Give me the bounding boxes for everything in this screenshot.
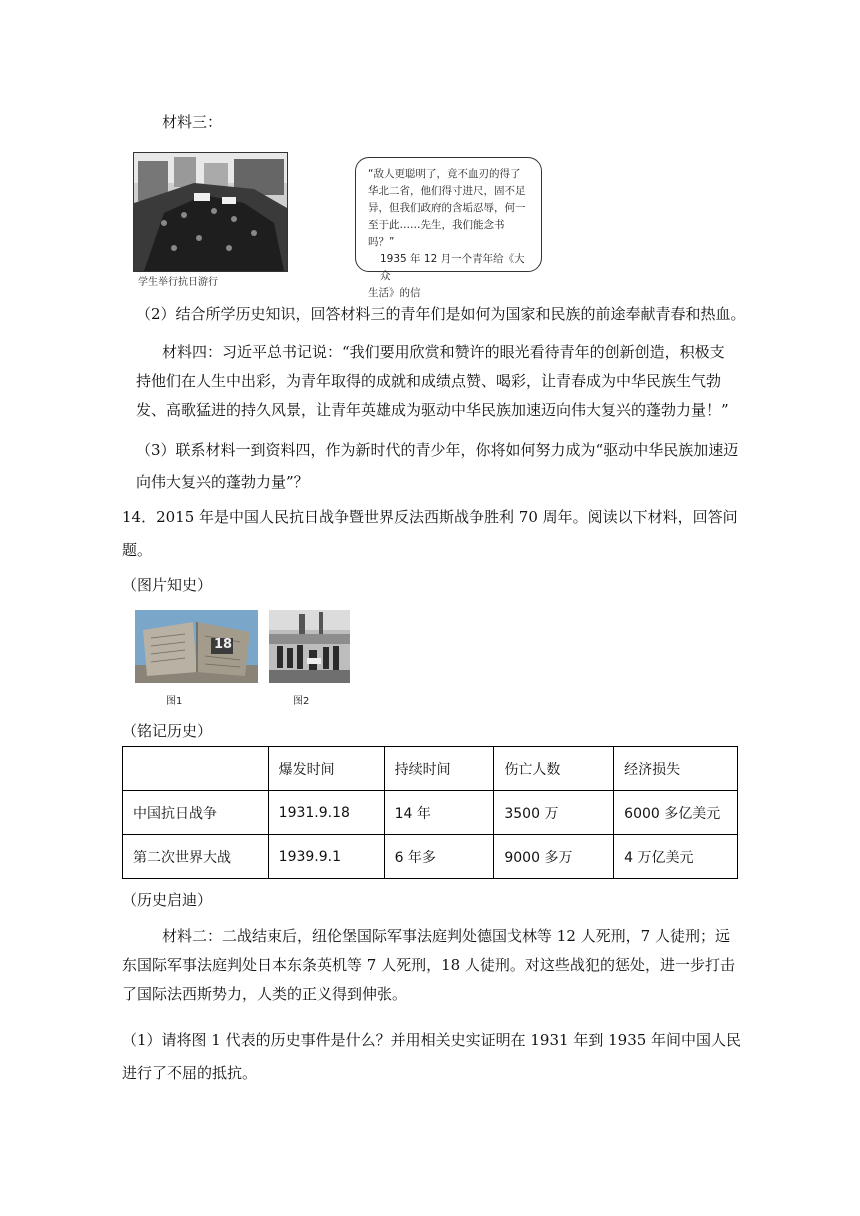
section-records: （铭记历史） <box>122 722 213 740</box>
table-cell: 第二次世界大战 <box>123 835 269 879</box>
table-cell: 6 年多 <box>384 835 494 879</box>
quote-box <box>355 157 542 299</box>
table-row <box>123 791 738 835</box>
question-14-line1: 14．2015 年是中国人民抗日战争暨世界反法西斯战争胜利 70 周年。阅读以下材料，回答问 <box>122 508 738 526</box>
material4-paragraph: 材料四：习近平总书记说：“我们要用欣赏和赞许的眼光看待青年的创新创造，积极支持他们在人生中出彩，为青年取得的成就和成绩点赞、喝彩，让青春成为中华民族生气勃发、高歌猛进的持久风景，让青年英雄成为驱动中华民族加速迈向伟大复兴的蓬勃力量！” <box>136 343 729 419</box>
table-cell: 4 万亿美元 <box>614 835 738 879</box>
figure-1-monument-photo <box>135 610 258 683</box>
table-cell: 3500 万 <box>494 791 614 835</box>
quote-source-line1: 1935 年 12 月一个青年给《大众 <box>380 253 525 282</box>
war-comparison-table <box>122 746 738 879</box>
quote-text: “敌人更聪明了，竟不血刃的得了华北二省，他们得寸进尺，固不足异，但我们政府的含垢忍辱，何一至于此……先生，我们能念书吗？” <box>368 168 526 248</box>
table-header-cell: 持续时间 <box>384 747 494 791</box>
table-cell: 9000 多万 <box>494 835 614 879</box>
table-header-cell: 经济损失 <box>614 747 738 791</box>
table-header-cell: 爆发时间 <box>268 747 384 791</box>
table-header-row <box>123 747 738 791</box>
quote-source-line2: 生活》的信 <box>368 287 421 299</box>
monument-number: 18 <box>214 637 233 652</box>
table-header-cell: 伤亡人数 <box>494 747 614 791</box>
ceremony-illustration <box>269 610 350 683</box>
table-cell: 1931.9.18 <box>268 791 384 835</box>
figure-2-caption: 图2 <box>293 696 310 707</box>
section-pictures: （图片知史） <box>122 576 213 594</box>
table-cell: 中国抗日战争 <box>123 791 269 835</box>
protest-photo-illustration <box>134 153 287 271</box>
figure-1-caption: 图1 <box>166 696 183 707</box>
material2-paragraph: 材料二：二战结束后，纽伦堡国际军事法庭判处德国戈林等 12 人死刑，7 人徒刑；远东国际军事法庭判处日本东条英机等 7 人死刑，18 人徒刑。对这些战犯的惩处，进一步打击了国际法西斯势力，人类的正义得到伸张。 <box>122 927 735 1003</box>
question-3-line1: （3）联系材料一到资料四，作为新时代的青少年，你将如何努力成为“驱动中华民族加速迈 <box>136 441 739 459</box>
question-14-line2: 题。 <box>122 541 153 559</box>
monument-illustration <box>135 610 258 683</box>
table-cell: 1939.9.1 <box>268 835 384 879</box>
table-row <box>123 835 738 879</box>
table-header-cell <box>123 747 269 791</box>
table-cell: 14 年 <box>384 791 494 835</box>
figure-2-ceremony-photo <box>269 610 350 683</box>
table-cell: 6000 多亿美元 <box>614 791 738 835</box>
section-inspiration: （历史启迪） <box>122 891 213 909</box>
question-3-line2: 向伟大复兴的蓬勃力量”？ <box>136 473 309 491</box>
question-2: （2）结合所学历史知识，回答材料三的青年们是如何为国家和民族的前途奉献青春和热血。 <box>136 305 746 323</box>
question-1-line2: 进行了不屈的抵抗。 <box>122 1064 258 1082</box>
question-1-line1: （1）请将图 1 代表的历史事件是什么？并用相关史实证明在 1931 年到 1935 年间中国人民 <box>122 1031 742 1049</box>
material3-label: 材料三： <box>162 113 223 131</box>
protest-photo-caption: 学生举行抗日游行 <box>138 277 218 288</box>
protest-photo <box>133 152 288 272</box>
